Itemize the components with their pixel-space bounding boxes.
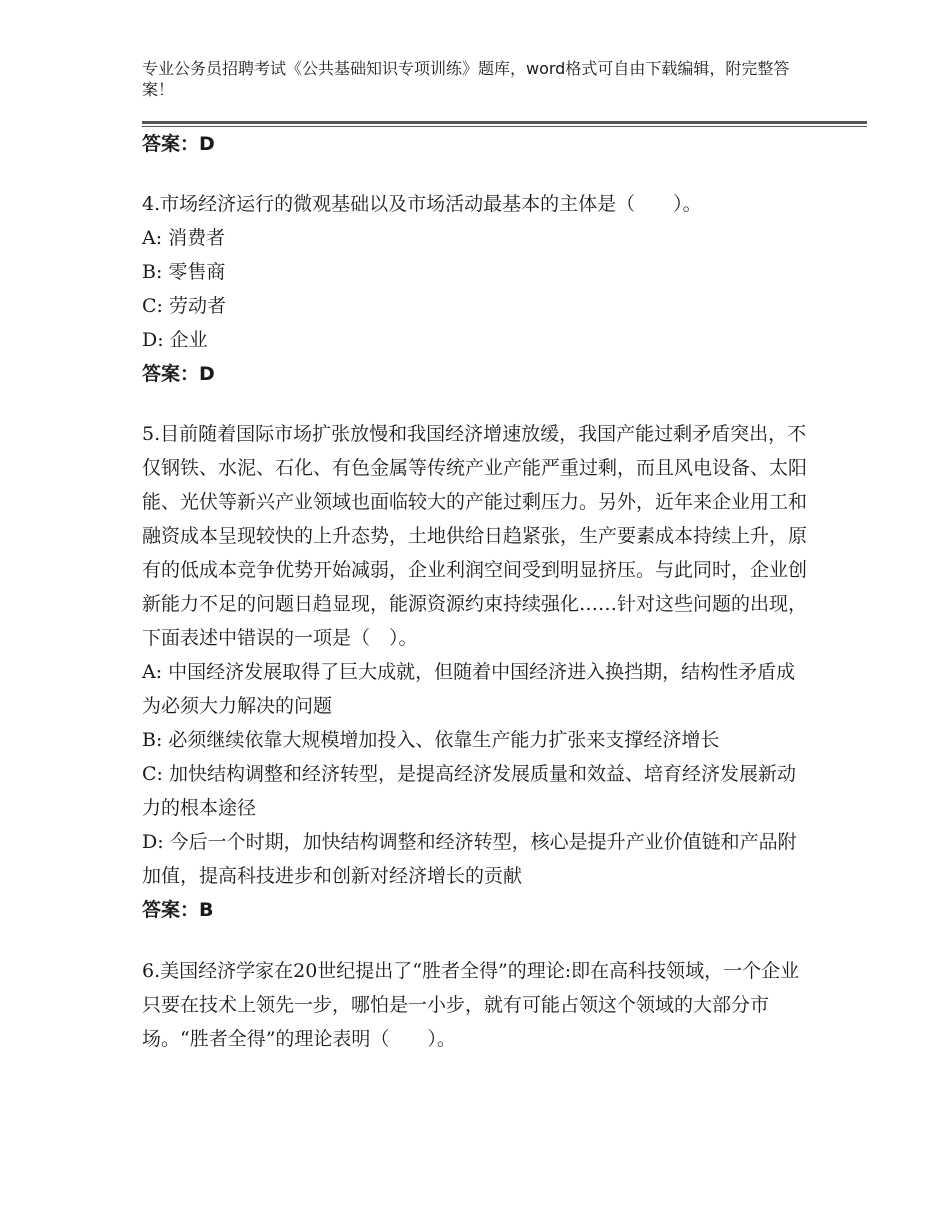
question-4-option-d: D: 企业 [142,329,208,351]
question-5-answer: 答案：B [142,899,214,921]
question-4-option-b: B: 零售商 [142,261,226,283]
question-5-stem: 5.目前随着国际市场扩张放慢和我国经济增速放缓，我国产能过剩矛盾突出，不仅钢铁、水泥、石化、有色金属等传统产业产能严重过剩，而且风电设备、太阳能、光伏等新兴产业领域也面临较大的产能过剩压力。另外，近年来企业用工和融资成本呈现较快的上升态势，土地供给日趋紧张，生产要素成本持续上升，原有的低成本竞争优势开始减弱，企业利润空间受到明显挤压。与此同时，企业创新能力不足的问题日趋显现，能源资源约束持续强化……针对这些问题的出现，下面表述中错误的一项是（ ）。 [142,423,808,649]
question-5-option-d: D: 今后一个时期，加快结构调整和经济转型，核心是提升产业价值链和产品附加值，提高科技进步和创新对经济增长的贡献 [142,831,797,887]
question-4-answer: 答案：D [142,363,215,385]
header-rule-thick [142,121,867,124]
spacer [142,391,812,417]
question-4-option-c: C: 劳动者 [142,295,226,317]
question-5-option-b: B: 必须继续依靠大规模增加投入、依靠生产能力扩张来支撑经济增长 [142,729,720,751]
spacer [142,927,812,954]
question-5-option-a: A: 中国经济发展取得了巨大成就，但随着中国经济进入换挡期，结构性矛盾成为必须大力解决的问题 [142,661,796,717]
question-content [142,127,812,1056]
answer-previous: 答案：D [142,133,215,155]
question-4-option-a: A: 消费者 [142,227,226,249]
question-5-option-c: C: 加快结构调整和经济转型，是提高经济发展质量和效益、培育经济发展新动力的根本途径 [142,763,796,819]
page-header: 专业公务员招聘考试《公共基础知识专项训练》题库，word格式可自由下载编辑，附完整答案！ [142,59,790,99]
question-6-stem: 6.美国经济学家在20世纪提出了“胜者全得”的理论:即在高科技领域，一个企业只要在技术上领先一步，哪怕是一小步，就有可能占领这个领域的大部分市场。“胜者全得”的理论表明（ ）。 [142,960,800,1050]
question-4-stem: 4.市场经济运行的微观基础以及市场活动最基本的主体是（ ）。 [142,193,702,215]
spacer [142,161,812,187]
